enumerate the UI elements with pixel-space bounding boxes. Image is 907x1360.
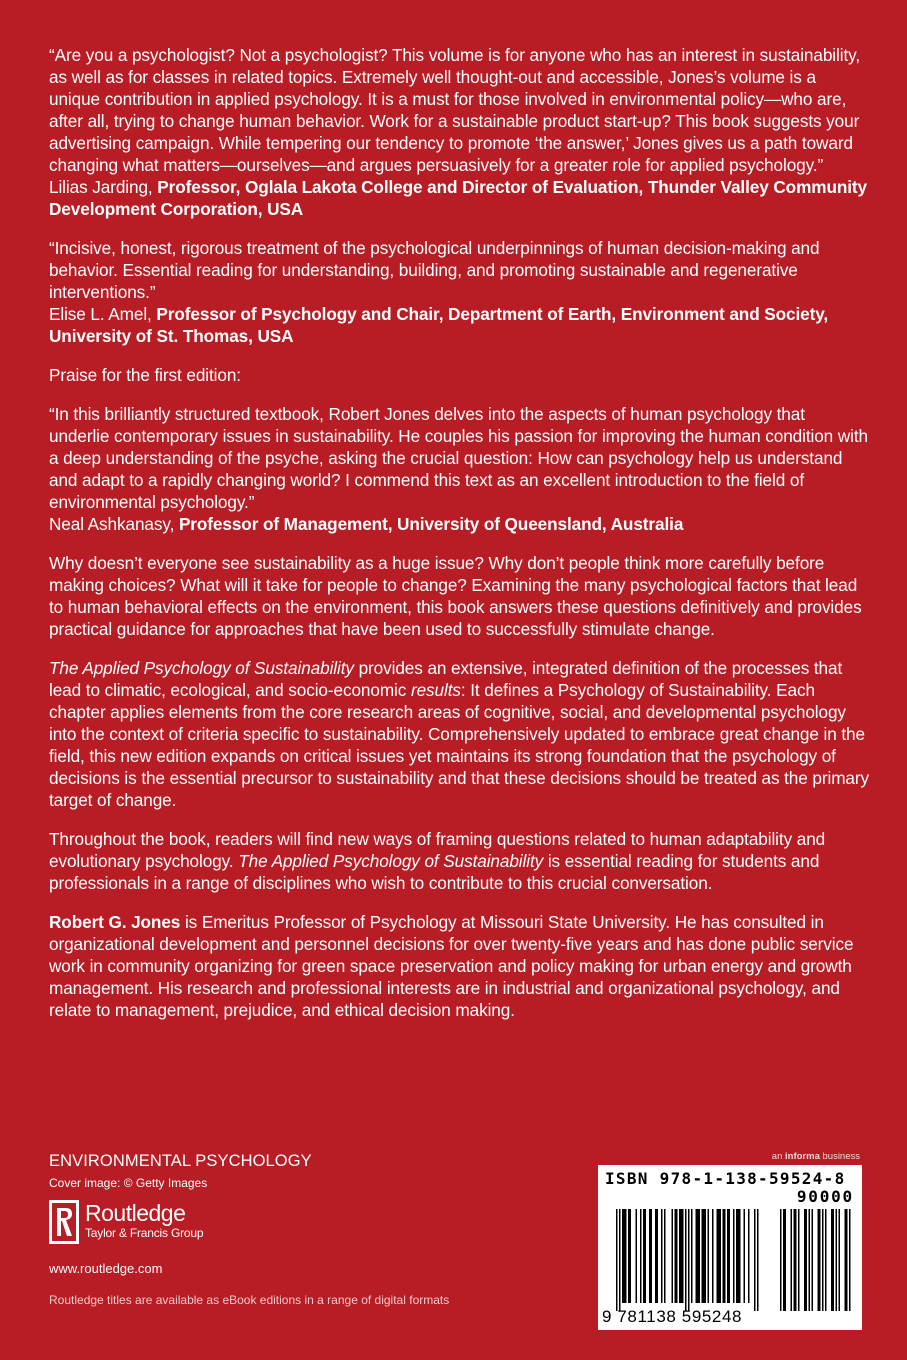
addon-bar	[825, 1209, 827, 1311]
barcode-bar	[651, 1209, 653, 1303]
barcode-bar	[718, 1209, 720, 1303]
barcode-bar	[682, 1209, 684, 1303]
informa-brand: informa	[785, 1151, 820, 1162]
addon-bar	[849, 1209, 851, 1311]
blurb-quote: “Are you a psychologist? Not a psychologist? This volume is for anyone who has an interest in sustainability, as well as for classes in related topics. Extremely well thought-out and accessible, Jones’s volume is a unique contribution in applied psychology. It is a must for those involved in environmental policy—who are, after all, trying to change human behavior. Work for a sustainable product start-up? This book suggests your advertising campaign. While tempering our tendency to promote ‘the answer,’ Jones gives us a path toward changing what matters—ourselves—and argues persuasively for a greater role for applied psychology.”	[49, 45, 861, 175]
addon-bar	[846, 1209, 848, 1311]
barcode-bar	[630, 1209, 632, 1303]
publisher-website: www.routledge.com	[49, 1261, 163, 1276]
author-name: Robert G. Jones	[49, 912, 181, 932]
addon-bar	[836, 1209, 838, 1311]
addon-bar	[809, 1209, 811, 1311]
addon-bar	[804, 1209, 806, 1311]
addon-bar	[794, 1209, 796, 1311]
addon-bar	[780, 1209, 782, 1311]
price-code: 90000	[796, 1187, 854, 1206]
publisher-footer	[49, 1152, 519, 1307]
cover-image-credit: Cover image: © Getty Images	[49, 1176, 208, 1190]
barcode-bar	[717, 1209, 719, 1303]
blurb-author: Elise L. Amel,	[49, 304, 152, 324]
isbn-barcode	[598, 1165, 862, 1330]
publisher-group: Taylor & Francis Group	[85, 1226, 204, 1240]
barcode-bar	[757, 1209, 759, 1311]
blurb-author-title: Professor, Oglala Lakota College and Director of Evaluation, Thunder Valley Community Development Corporation, USA	[49, 177, 867, 219]
barcode-bar	[729, 1209, 731, 1303]
ebook-note: Routledge titles are available as eBook editions in a range of digital formats	[49, 1293, 450, 1307]
publisher-name: Routledge	[85, 1200, 186, 1226]
barcode-bar	[712, 1209, 714, 1303]
barcode-bar	[649, 1209, 651, 1303]
addon-bar	[839, 1209, 841, 1311]
informa-tagline: an informa business	[771, 1151, 860, 1162]
barcode-bar	[628, 1209, 630, 1303]
blurb-author-title: Professor of Psychology and Chair, Department of Earth, Environment and Society, University of St. Thomas, USA	[49, 304, 829, 346]
description-paragraph-3: Throughout the book, readers will find new ways of framing questions related to human adaptability and evolutionary psychology. The Applied Psychology of Sustainability is essential reading for students and professionals in a range of disciplines who wish to contribute to this crucial conversation.	[49, 829, 826, 893]
barcode-bar	[645, 1209, 647, 1303]
barcode-bar	[619, 1209, 621, 1311]
barcode-bar	[724, 1209, 726, 1303]
barcode-bar	[676, 1209, 678, 1303]
barcode-bar	[703, 1209, 705, 1303]
barcode-bar	[748, 1209, 750, 1303]
addon-bar	[831, 1209, 833, 1311]
barcode-bar	[733, 1209, 735, 1303]
book-title: The Applied Psychology of Sustainability	[238, 851, 544, 871]
barcode-bar	[702, 1209, 704, 1303]
subject-category: ENVIRONMENTAL PSYCHOLOGY	[49, 1152, 312, 1170]
addon-bar	[806, 1209, 808, 1311]
blurb-quote: “In this brilliantly structured textbook, Robert Jones delves into the aspects of human psychology that underlie contemporary issues in sustainability. He couples his passion for improving the human condition with a deep understanding of the psyche, asking the crucial question: How can psychology help us understand and adapt to a rapidly changing world? I commend this text as an excellent introduction to the field of environmental psychology.”	[49, 404, 868, 512]
barcode-bar	[705, 1209, 707, 1303]
barcode-bar	[664, 1209, 666, 1303]
addon-bar	[812, 1209, 814, 1311]
barcode-bar	[697, 1209, 699, 1303]
addon-bar	[783, 1209, 785, 1311]
barcode-bar	[739, 1209, 741, 1303]
isbn-label: ISBN 978-1-138-59524-8	[605, 1169, 846, 1188]
barcode-bar	[640, 1209, 642, 1303]
addon-bar	[791, 1209, 793, 1311]
addon-bar	[798, 1209, 800, 1311]
blurb-quote: “Incisive, honest, rigorous treatment of the psychological underpinnings of human decision-making and behavior. Essential reading for understanding, building, and promoting sustainable and regenerative interventions.”	[49, 238, 820, 302]
barcode-bar	[655, 1209, 657, 1303]
back-cover-text	[49, 44, 869, 1038]
barcode-bar	[675, 1209, 677, 1303]
blurb-author: Lilias Jarding,	[49, 177, 153, 197]
blurb-2	[49, 237, 869, 347]
barcode-bar	[661, 1209, 663, 1303]
barcode-bar	[699, 1209, 701, 1303]
barcode-bar	[696, 1209, 698, 1303]
book-title: The Applied Psychology of Sustainability	[49, 658, 354, 678]
barcode-bar	[691, 1209, 693, 1303]
barcode-bars	[598, 1165, 862, 1330]
addon-bar	[833, 1209, 835, 1311]
barcode-bar	[744, 1209, 746, 1303]
routledge-logo	[49, 1200, 519, 1244]
barcode-bar	[720, 1209, 722, 1303]
barcode-bar	[625, 1209, 627, 1303]
barcode-bar	[616, 1209, 618, 1311]
barcode-bar	[657, 1209, 659, 1303]
barcode-bar	[736, 1209, 738, 1303]
blurb-1	[49, 44, 869, 220]
barcode-bar	[754, 1209, 756, 1311]
addon-bar	[795, 1209, 797, 1311]
blurb-author: Neal Ashkanasy,	[49, 514, 175, 534]
addon-bar	[845, 1209, 847, 1311]
barcode-bar	[643, 1209, 645, 1303]
barcode-bar	[636, 1209, 638, 1303]
addon-bar	[819, 1209, 821, 1311]
author-bio	[49, 911, 869, 1021]
barcode-bar	[622, 1209, 624, 1303]
barcode-bar	[738, 1209, 740, 1303]
routledge-logo-icon	[49, 1200, 79, 1244]
emphasis-text: results	[410, 680, 461, 700]
barcode-bar	[723, 1209, 725, 1303]
barcode-bar	[727, 1209, 729, 1303]
barcode-bar	[708, 1209, 710, 1303]
addon-bar	[822, 1209, 824, 1311]
description-paragraph-1: Why doesn’t everyone see sustainability as a huge issue? Why don’t people think more carefully before making choices? What will it take for people to change? Examining the many psychological factors that lead to human behavioral effects on the environment, this book answers these questions definitively and provides practical guidance for approaches that have been used to successfully stimulate change.	[49, 553, 862, 639]
barcode-bar	[679, 1209, 681, 1303]
barcode-bar	[685, 1209, 687, 1311]
blurb-author-title: Professor of Management, University of Queensland, Australia	[178, 514, 684, 534]
author-bio-text: is Emeritus Professor of Psychology at Missouri State University. He has consulted in organizational development and personnel decisions for over twenty-five years and has done public service work in community organizing for green space preservation and policy making for urban energy and growth management. His research and professional interests are in industrial and organizational psychology, and relate to management, prejudice, and ethical decision making.	[49, 912, 854, 1020]
blurb-first-edition	[49, 403, 869, 535]
description-paragraph-2: The Applied Psychology of Sustainability provides an extensive, integrated definition of the processes that lead to climatic, ecological, and socio-economic results: It defines a Psychology of Sustainability. Each chapter applies elements from the core research areas of cognitive, social, and developmental psychology into the context of criteria specific to sustainability. Comprehensively updated to embrace great change in the field, this new edition expands on critical issues yet maintains its strong foundation that the psychology of decisions is the essential precursor to sustainability and that these decisions should be treated as the primary target of change.	[49, 658, 869, 810]
barcode-bar	[688, 1209, 690, 1311]
ean-digits: 9 781138 595248	[602, 1307, 743, 1326]
addon-bar	[785, 1209, 787, 1311]
barcode-bar	[672, 1209, 674, 1303]
barcode-bar	[681, 1209, 683, 1303]
praise-heading: Praise for the first edition:	[49, 365, 241, 385]
addon-bar	[818, 1209, 820, 1311]
barcode-bar	[624, 1209, 626, 1303]
